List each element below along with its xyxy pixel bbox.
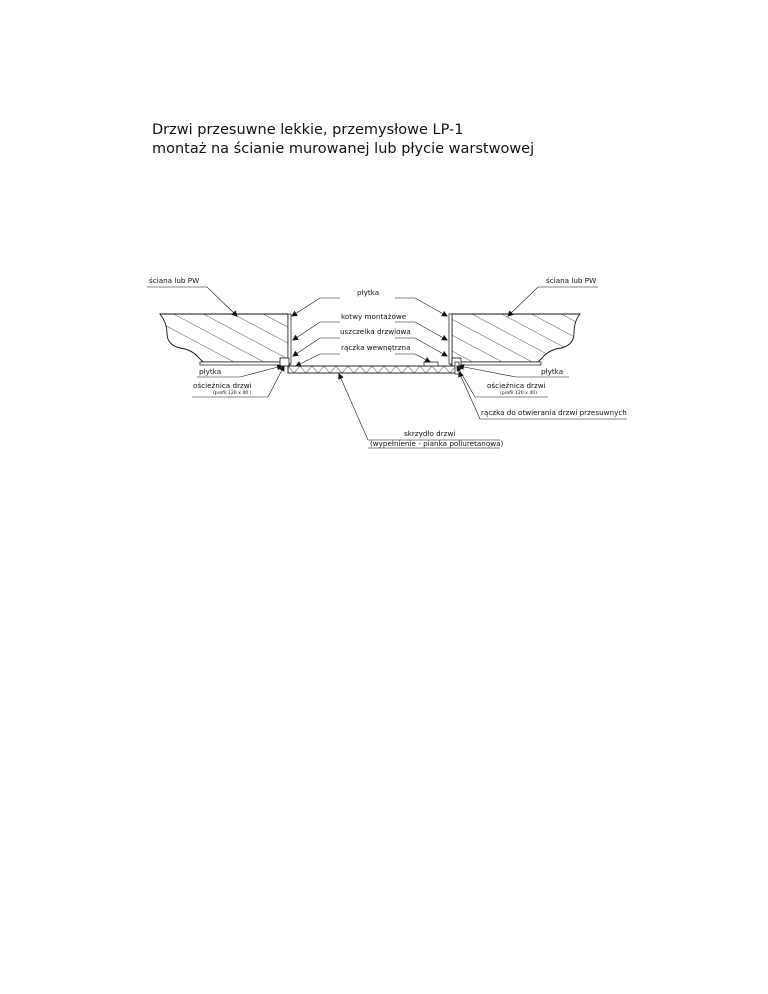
title-line-1: Drzwi przesuwne lekkie, przemysłowe LP-1: [152, 122, 464, 138]
label-frame-right: ościeżnica drzwi: [487, 381, 546, 390]
label-wall-left: ściana lub PW: [149, 276, 200, 285]
label-leaf: skrzydło drzwi: [404, 429, 456, 438]
label-plate-right: płytka: [541, 367, 564, 376]
label-frame-left-profile: (profil 120 x 40 ): [213, 391, 252, 396]
left-jamb-plate: [288, 314, 291, 364]
label-plate-top: płytka: [357, 288, 380, 297]
door-leaf: [288, 366, 456, 373]
label-anchors: kotwy montażowe: [341, 312, 407, 321]
left-wall-section: [160, 314, 288, 362]
left-door-frame: [280, 358, 289, 366]
right-plate: [451, 362, 541, 365]
label-handle-opening: rączka do otwierania drzwi przesuwnych: [481, 408, 627, 417]
left-plate: [200, 362, 290, 365]
inner-handle: [424, 362, 438, 366]
label-leaf-fill: (wypełnienie - pianka poliuretanowa): [370, 439, 504, 448]
label-handle-inner: rączka wewnętrzna: [341, 343, 411, 352]
label-frame-left: ościeżnica drzwi: [193, 381, 252, 390]
title-line-2: montaż na ścianie murowanej lub płycie warstwowej: [152, 141, 535, 157]
label-wall-right: ściana lub PW: [546, 276, 597, 285]
label-frame-right-profile: (profil 120 x 40): [500, 391, 537, 396]
right-wall-section: [452, 314, 580, 362]
label-plate-left: płytka: [199, 367, 222, 376]
label-seal: uszczelka drzwiowa: [340, 327, 411, 336]
right-jamb-plate: [449, 314, 452, 364]
